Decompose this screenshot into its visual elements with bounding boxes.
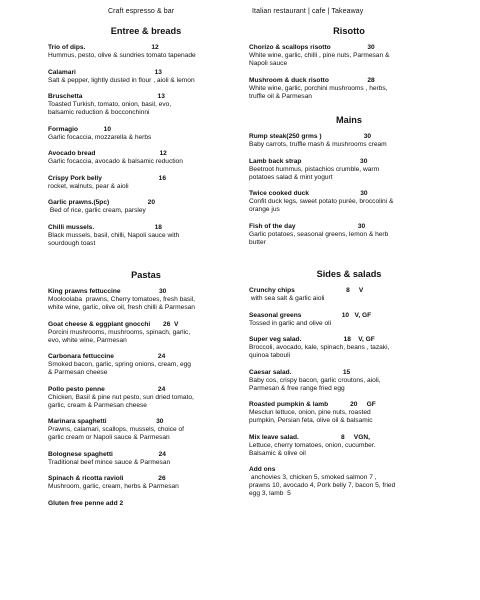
menu-item xyxy=(48,175,244,191)
menu-item-description: rocket, walnuts, pear & aioli xyxy=(48,182,129,190)
menu-item xyxy=(48,418,244,442)
menu-item-description: Confit duck legs, sweet potato purée, broccolini & orange jus xyxy=(249,198,394,213)
menu-item xyxy=(249,466,449,498)
menu-item xyxy=(48,500,244,508)
menu-item-description: anchovies 3, chicken 5, smoked salmon 7 , prawns 10, avocado 4, Pork belly 7, bacon 5, fried egg 3, lamb 5 xyxy=(249,474,396,497)
menu-item xyxy=(48,199,244,215)
section-title: Risotto xyxy=(333,26,365,36)
menu-item xyxy=(48,44,244,60)
menu-item-name-price: Mix leave salad. 8 VGN, xyxy=(249,433,370,441)
menu-item-name-price: Crunchy chips 8 V xyxy=(249,287,364,294)
menu-item-name-price: Seasonal greens 10 V, GF xyxy=(249,311,372,319)
menu-item xyxy=(249,401,449,425)
menu-item-description: Black mussels, basil, chilli, Napoli sauce with sourdough toast xyxy=(48,231,180,247)
menu-item xyxy=(48,69,244,85)
menu-item-description: Tossed in garlic and olive oli xyxy=(249,319,332,327)
menu-item-name-price: Gluten free penne add 2 xyxy=(48,499,124,507)
menu-item-description: Baby cos, crispy bacon, garlic croutons, aioli, Parmesan & free range fried egg xyxy=(249,376,381,392)
menu-item-name-price: Bruschetta 13 xyxy=(48,93,165,100)
menu-item-description: Garlic focaccia, mozzarella & herbs xyxy=(48,133,152,141)
menu-item xyxy=(48,353,244,377)
menu-item xyxy=(48,321,244,345)
menu-item-name-price: Spinach & ricotta ravioli 26 xyxy=(48,475,166,482)
menu-item xyxy=(249,190,449,214)
header-right: Italian restaurant | cafe | Takeaway xyxy=(252,8,364,15)
section-title: Mains xyxy=(335,115,363,125)
menu-item-name-price: Rump steak(250 grms ) 30 xyxy=(249,133,372,140)
menu-item xyxy=(249,369,449,393)
menu-item-description: Garlic potatoes, seasonal greens, lemon & herb butter xyxy=(249,230,389,246)
section-title: Sides & salads xyxy=(316,269,382,279)
section-title: Entree & breads xyxy=(110,26,182,36)
section-gap xyxy=(48,256,244,270)
menu-item-description: Porcini mushrooms, mushrooms, spinach, garlic, evo, white wine, Parmesan xyxy=(48,328,191,344)
menu-item-name-price: Twice cooked duck 30 xyxy=(249,190,368,197)
menu-item xyxy=(249,133,449,149)
menu-item-name-price: King prawns fettuccine 30 xyxy=(48,288,167,295)
menu-item xyxy=(249,434,449,458)
menu-item-description: Toasted Turkish, tomato, onion, basil, evo, balsamic reduction & bocconchinni xyxy=(48,101,172,116)
menu-item-description: Bed of rice, garlic cream, parsley xyxy=(48,207,146,214)
menu-item-description: Mesclun lettuce, onion, pine nuts, roasted pumpkin, Persian feta, olive oil & balsamic xyxy=(249,409,373,424)
menu-item xyxy=(48,93,244,117)
menu-item xyxy=(48,224,244,248)
menu-item-description: White wine, garlic, porchini mushrooms , herbs, truffle oil & Parmesan xyxy=(249,84,388,100)
menu-item-name-price: Lamb back strap 30 xyxy=(249,157,368,165)
menu-item-description: Beetroot hummus, pistachios crumble, warm potatoes salad & mint yogurt xyxy=(249,165,380,181)
menu-item xyxy=(249,44,449,68)
menu-item xyxy=(249,158,449,182)
menu-item-name-price: Marinara spaghetti 30 xyxy=(48,418,164,425)
menu-item-name-price: Trio of dips. 12 xyxy=(48,44,159,51)
menu-item-name-price: Formagio 10 xyxy=(48,125,112,133)
menu-item-description: Traditional beef mince sauce & Parmesan xyxy=(48,458,171,466)
menu-item-name-price: Avocado bread 12 xyxy=(48,150,167,157)
section-title: Pastas xyxy=(131,270,161,280)
menu-item xyxy=(249,77,449,101)
menu-item xyxy=(48,126,244,142)
right-column xyxy=(249,26,449,507)
menu-item xyxy=(249,336,449,360)
menu-item xyxy=(48,288,244,312)
menu-item-description: Smoked bacon, garlic, spring onions, cream, egg & Parmesan cheese xyxy=(48,361,191,376)
menu-item-name-price: Pollo pesto penne 24 xyxy=(48,385,166,393)
menu-item-name-price: Caesar salad. 15 xyxy=(249,368,351,376)
menu-item-name-price: Calamari 13 xyxy=(48,68,162,76)
menu-item-name-price: Fish of the day 30 xyxy=(249,222,366,230)
menu-item-name-price: Roasted pumpkin & lamb 20 GF xyxy=(249,401,376,408)
menu-item xyxy=(48,386,244,410)
menu-item-name-price: Mushroom & duck risotto 28 xyxy=(249,76,375,84)
menu-item-description: Mushroom, garlic, cream, herbs & Parmesan xyxy=(48,483,179,490)
menu-item-description: Baby carrots, truffle mash & mushrooms cream xyxy=(249,141,387,148)
menu-item-name-price: Goat cheese & eggplant gnocchi 26 V xyxy=(48,320,179,328)
menu-item-description: Garlic focaccia, avocado & balsamic reduction xyxy=(48,158,183,165)
menu-item-description: Lettuce, cherry tomatoes, onion, cucumber. Balsamic & olive oil xyxy=(249,441,376,457)
menu-item xyxy=(48,451,244,467)
left-column xyxy=(48,26,244,516)
menu-item xyxy=(48,150,244,166)
menu-item-name-price: Crispy Pork belly 16 xyxy=(48,174,166,182)
menu-item xyxy=(48,475,244,491)
menu-item-name-price: Garlic prawns.(5pc) 20 xyxy=(48,199,156,206)
menu-item-name-price: Chorizo & scallops risotto 30 xyxy=(249,44,375,51)
section-gap xyxy=(249,255,449,269)
menu-item-description: with sea salt & garlic aioli xyxy=(249,295,325,302)
menu-item-description: Salt & pepper, lightly dusted in flour , aioli & lemon xyxy=(48,76,195,84)
menu-item-description: Chicken, Basil & pine nut pesto, sun dried tomato, garlic, cream & Parmesan cheese xyxy=(48,393,194,409)
menu-item-name-price: Add ons xyxy=(249,466,276,473)
menu-item-name-price: Super veg salad. 18 V, GF xyxy=(249,336,375,343)
header-left: Craft espresso & bar xyxy=(108,8,175,15)
menu-item-name-price: Chilli mussels. 18 xyxy=(48,223,162,231)
menu-item-name-price: Bolognese spaghetti 24 xyxy=(48,450,166,458)
menu-item-description: Mooloolaba prawns, Cherry tomatoes, fresh basil, white wine, garlic, olive oil, fresh chilli & Parmesan xyxy=(48,296,195,311)
menu-item-description: Hummus, pesto, olive & sundries tomato tapenade xyxy=(48,52,196,59)
menu-item xyxy=(249,312,449,328)
menu-item-name-price: Carbonara fettuccine 24 xyxy=(48,353,166,360)
menu-item-description: Prawns, calamari, scallops, mussels, choice of garlic cream or Napoli sauce & Parmesan xyxy=(48,426,184,441)
menu-item xyxy=(249,287,449,303)
menu-item xyxy=(249,223,449,247)
menu-item-description: Broccoli, avocado, kale, spinach, beans , tazaki, quinoa tabouli xyxy=(249,344,390,359)
menu-item-description: White wine, garlic, chilli , pine nuts, Parmesan & Napoli sauce xyxy=(249,52,390,67)
